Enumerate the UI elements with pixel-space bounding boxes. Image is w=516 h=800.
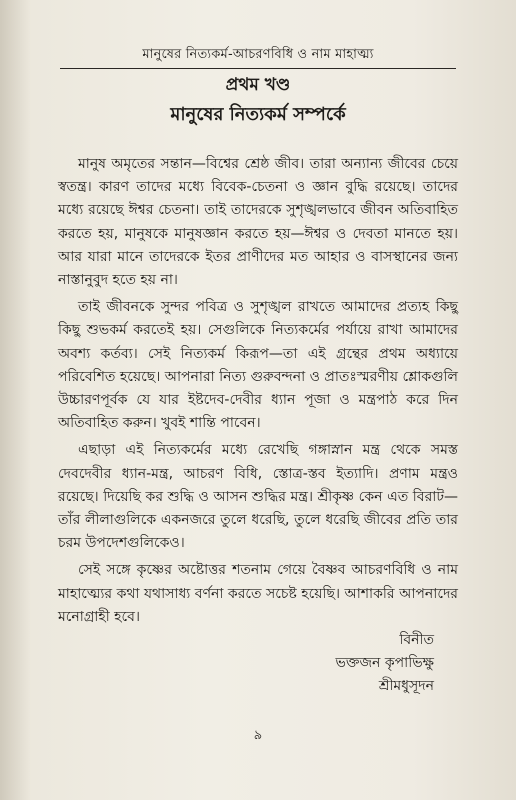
- section-title: প্রথম খণ্ড: [225, 75, 291, 95]
- chapter-title: মানুষের নিত্যকর্ম সম্পর্কে: [170, 104, 346, 125]
- body-text: [58, 153, 458, 633]
- paragraph: এছাড়া এই নিত্যকর্মের মধ্যে রেখেছি গঙ্গাস্নান মন্ত্র থেকে সমস্ত দেবদেবীর ধ্যান-মন্ত্র, আচরণ বিধি, স্তোত্র-স্তব ইত্যাদি। প্রণাম মন্ত্রও রয়েছে। দিয়েছি কর শুদ্ধি ও আসন শুদ্ধির মন্ত্র। শ্রীকৃষ্ণ কেন এত বিরাট—তাঁর লীলাগুলিকে একনজরে তুলে ধরেছি, তুলে ধরেছি জীবের প্রতি তার চরম উপদেশগুলিকেও।: [58, 442, 458, 552]
- signature-block: [336, 629, 435, 698]
- paragraph: মানুষ অমৃতের সন্তান—বিশ্বের শ্রেষ্ঠ জীব। তারা অন্যান্য জীবের চেয়ে স্বতন্ত্র। কারণ তাদের মধ্যে বিবেক-চেতনা ও জ্ঞান বুদ্ধি রয়েছে। তাদের মধ্যে রয়েছে ঈশ্বর চেতনা। তাই তাদেরকে সুশৃঙ্খলভাবে জীবন অতিবাহিত করতে হয়, মানুষকে মানুষজ্ঞান করতে হয়—ঈশ্বর ও দেবতা মানতে হয়। আর যারা মানে তাদেরকে ইতর প্রাণীদের মত আহার ও বাসস্থানের জন্য নাস্তানুবুদ হতে হয় না।: [58, 156, 458, 289]
- running-head: মানুষের নিত্যকর্ম-আচরণবিধি ও নাম মাহাত্ম্য: [142, 47, 374, 62]
- signature-descriptor: ভক্তজন কৃপাভিক্ষু: [335, 655, 434, 671]
- header-rule: [60, 68, 456, 69]
- signature-closing: বিনীত: [399, 632, 434, 648]
- signature-name: শ্রীমধুসূদন: [378, 678, 434, 694]
- paragraph: সেই সঙ্গে কৃষ্ণের অষ্টোত্তর শতনাম গেয়ে বৈষ্ণব আচরণবিধি ও নাম মাহাত্ম্যের কথা যথাসাধ্য বর্ণনা করতে সচেষ্ট হয়েছি। আশাকরি আপনাদের মনোগ্রাহী হবে।: [58, 562, 459, 625]
- page-number: ৯: [253, 728, 263, 743]
- paragraph: তাই জীবনকে সুন্দর পবিত্র ও সুশৃঙ্খল রাখতে আমাদের প্রত্যহ কিছু কিছু শুভকর্ম করতেই হয়। সেগুলিকে নিত্যকর্মের পর্যায়ে রাখা আমাদের অবশ্য কর্তব্য। সেই নিত্যকর্ম কিরূপ—তা এই গ্রন্থের প্রথম অধ্যায়ে পরিবেশিত হয়েছে। আপনারা নিত্য গুরুবন্দনা ও প্রাতঃস্মরণীয় শ্লোকগুলি উচ্চারণপূর্বক যে যার ইষ্টদেব-দেবীর ধ্যান পূজা ও মন্ত্রপাঠ করে দিন অতিবাহিত করুন। খুবই শান্তি পাবেন।: [58, 299, 458, 432]
